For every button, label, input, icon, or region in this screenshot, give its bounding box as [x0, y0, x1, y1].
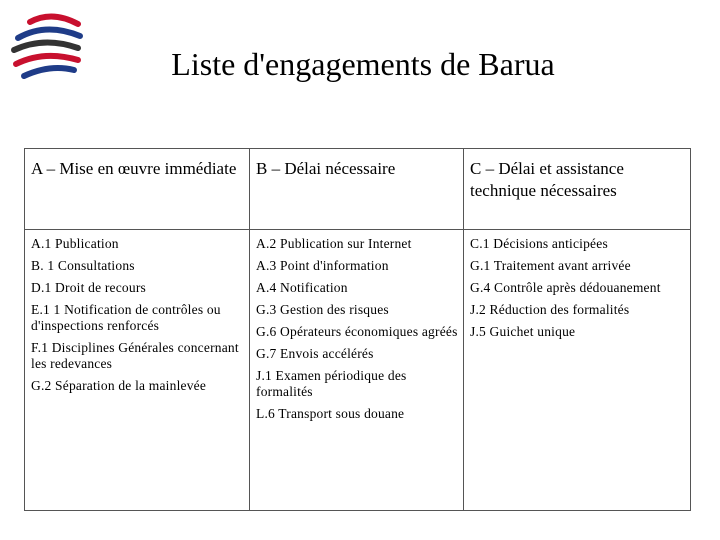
list-item: C.1 Décisions anticipées	[470, 236, 608, 251]
wto-logo-icon	[8, 12, 88, 82]
list-item: G.4 Contrôle après dédouanement	[470, 280, 661, 295]
list-item: A.2 Publication sur Internet	[256, 236, 412, 251]
list-item: A.3 Point d'information	[256, 258, 389, 273]
column-header-b	[250, 149, 464, 230]
list-item: G.7 Envois accélérés	[256, 346, 374, 361]
list-item: F.1 Disciplines Générales concernant les redevances	[31, 340, 239, 371]
column-heading: C – Délai et assistance technique nécessaires	[470, 159, 624, 200]
column-heading: B – Délai nécessaire	[256, 159, 396, 178]
list-item: A.1 Publication	[31, 236, 119, 251]
column-c-cell	[464, 230, 691, 511]
list-item: E.1 1 Notification de contrôles ou d'inspections renforcés	[31, 302, 221, 333]
list-item: L.6 Transport sous douane	[256, 406, 405, 421]
list-item: J.5 Guichet unique	[470, 324, 576, 339]
list-item: G.6 Opérateurs économiques agréés	[256, 324, 458, 339]
table-header-row	[25, 149, 691, 230]
list-item: G.3 Gestion des risques	[256, 302, 389, 317]
list-item: J.1 Examen périodique des formalités	[256, 368, 407, 399]
list-column-c	[464, 230, 690, 340]
list-item: A.4 Notification	[256, 280, 348, 295]
page-title: Liste d'engagements de Barua	[171, 46, 555, 82]
list-item: G.1 Traitement avant arrivée	[470, 258, 631, 273]
column-header-c	[464, 149, 691, 230]
list-column-b	[250, 230, 463, 422]
column-heading: A – Mise en œuvre immédiate	[31, 159, 237, 178]
table-body-row	[25, 230, 691, 511]
column-b-cell	[250, 230, 464, 511]
column-a-cell	[25, 230, 250, 511]
column-header-a	[25, 149, 250, 230]
list-item: B. 1 Consultations	[31, 258, 135, 273]
list-item: G.2 Séparation de la mainlevée	[31, 378, 207, 393]
list-item: D.1 Droit de recours	[31, 280, 146, 295]
list-item: J.2 Réduction des formalités	[470, 302, 630, 317]
list-column-a	[25, 230, 249, 394]
commitments-table	[24, 148, 691, 511]
